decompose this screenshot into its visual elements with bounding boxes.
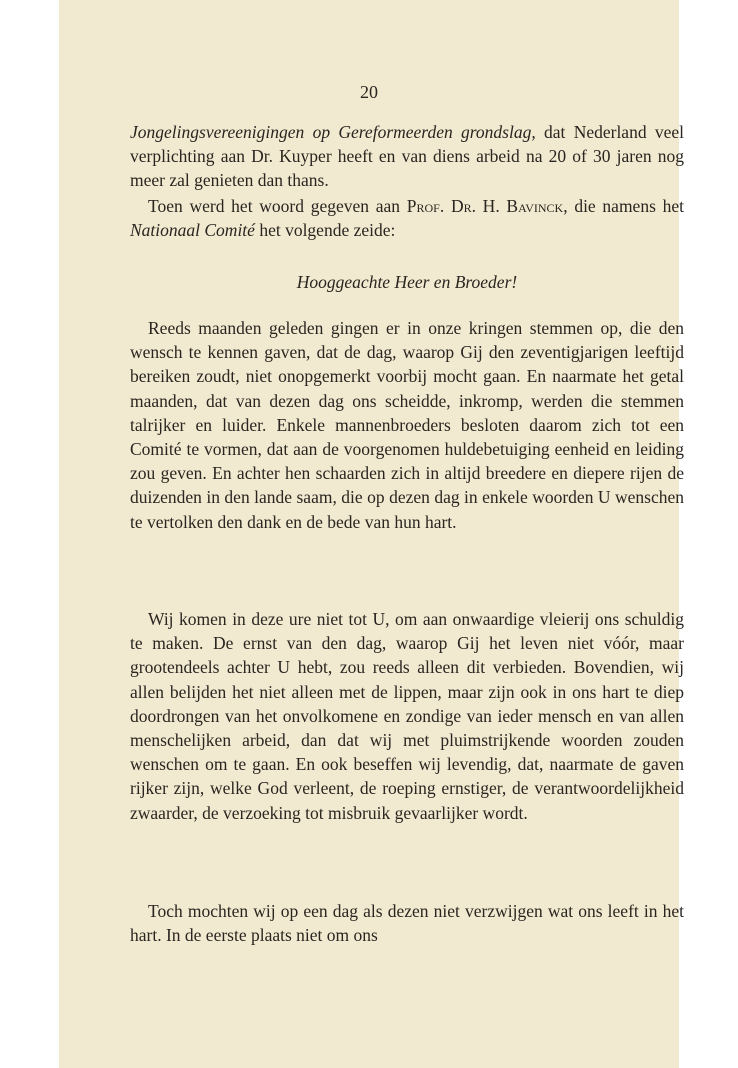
announcement-part1: Toen werd het woord gegeven aan <box>148 196 407 216</box>
paragraph: Wij komen in deze ure niet tot U, om aan onwaardige vleierij ons schuldig te maken. De ernst van den dag, waarop Gij het leven niet vóór, maar grootendeels achter U hebt, zou reeds alleen dit verbieden. Bovendien, wij allen belijden het niet alleen met de lippen, maar zijn ook in ons hart te diep doordrongen van het onvolkomene en zondige van ieder mensch en van allen menschelijken arbeid, dan dat wij met pluimstrijkende woorden zouden wenschen om te gaan. En ook beseffen wij levendig, dat, naarmate de gaven rijker zijn, welke God verleent, de roeping ernstiger, de verantwoordelijkheid zwaarder, de verzoeking tot misbruik gevaarlijker wordt. <box>130 609 684 823</box>
book-page <box>59 0 685 1068</box>
intro-rest: dat Nederland veel verplichting aan Dr. Kuyper heeft en van diens arbeid na 20 of 30 jaren nog meer zal genieten dan thans. <box>130 122 685 191</box>
body-paragraph-2 <box>130 607 684 825</box>
paragraph: Reeds maanden geleden gingen er in onze kringen stemmen op, die den wensch te kennen gaven, dat de dag, waarop Gij den zeventigjarigen leeftijd bereiken zoudt, niet onopgemerkt voorbij mocht gaan. En naarmate het getal maanden, dat van dezen dag ons scheidde, inkromp, werden die stemmen talrijker en luider. Enkele mannenbroeders besloten daarom zich tot een Comité te vormen, dat aan de voorgenomen huldebetuiging eenheid en leiding zou geven. En achter hen schaarden zich in altijd breedere en diepere rijen de duizenden in den lande saam, die op dezen dag in enkele woorden U wenschen te vertolken den dank en de bede van hun hart. <box>130 318 684 532</box>
committee-name: Nationaal Comité <box>130 220 255 241</box>
announcement-text <box>130 194 684 242</box>
intro-italic: Jongelingsvereenigingen op Gereformeerden grondslag, <box>130 122 536 142</box>
body-paragraph-1 <box>130 316 684 534</box>
intro-text <box>130 120 684 193</box>
page-number: 20 <box>360 82 378 102</box>
salutation: Hooggeachte Heer en Broeder! <box>296 272 518 292</box>
body-paragraph-3 <box>130 899 684 947</box>
paragraph: Toch mochten wij op een dag als dezen niet verzwijgen wat ons leeft in het hart. In de eerste plaats niet om ons <box>130 901 684 946</box>
salutation-block <box>130 270 684 294</box>
announcement-paragraph <box>130 194 684 242</box>
intro-paragraph <box>130 120 684 193</box>
speaker-name: Prof. Dr. H. Bavinck, <box>406 196 568 216</box>
announcement-part2: die namens het <box>567 196 684 216</box>
announcement-part3: het volgende zeide: <box>254 220 396 241</box>
